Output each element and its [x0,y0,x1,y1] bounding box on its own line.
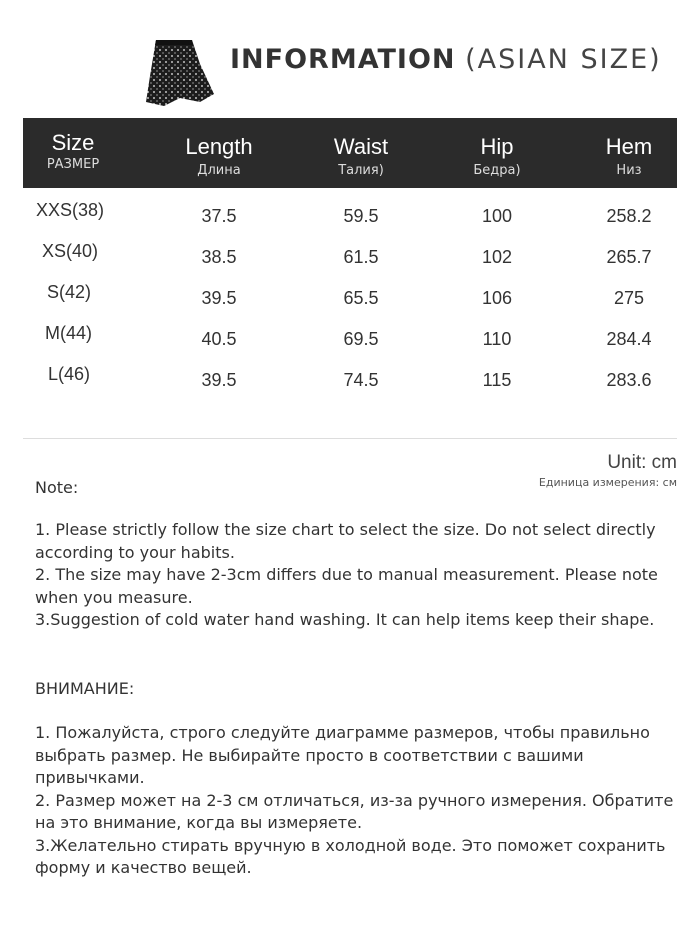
table-body [23,200,677,411]
cell-waist: 59.5 [343,206,379,226]
note-item: 1. Пожалуйста, строго следуйте диаграмме размеров, чтобы правильно выбрать размер. Не выбирайте просто в соответствии с вашими привычками. [35,723,650,787]
header-length-label: Length [185,134,253,159]
table-row [23,200,677,247]
header-length-sublabel: Длина [197,163,241,178]
header [0,28,700,108]
cell-hem: 275 [613,288,645,308]
table-row [23,323,677,370]
note-item: 2. Размер может на 2-3 см отличаться, из-за ручного измерения. Обратите на это внимание, когда вы измеряете. [35,790,674,832]
note-item: 2. The size may have 2-3cm differs due to manual measurement. Please note when you measure. [35,565,658,607]
unit-label: Unit: cm [607,452,677,473]
cell-length: 39.5 [201,370,237,390]
header-hip-label: Hip [480,134,514,159]
header-length [169,118,269,188]
header-waist [311,118,411,188]
cell-waist: 74.5 [343,370,379,390]
notes-english [35,519,675,632]
header-size [23,118,123,188]
header-hip-sublabel: Бедра) [473,163,521,178]
attention-label: ВНИМАНИЕ: [35,679,135,698]
table-header [23,118,677,188]
header-size-label: Size [51,130,95,155]
header-waist-sublabel: Талия) [338,163,384,178]
cell-hem: 284.4 [606,329,652,349]
page-title [230,44,662,75]
cell-hem: 265.7 [606,247,652,267]
cell-size: XS(40) [42,241,99,261]
header-hem-label: Hem [605,134,653,159]
cell-size: S(42) [47,282,92,302]
header-hem-sublabel: Низ [616,163,642,178]
note-item: 3.Suggestion of cold water hand washing. It can help items keep their shape. [35,610,655,629]
cell-length: 39.5 [201,288,237,308]
cell-hem: 258.2 [606,206,652,226]
note-item: 3.Желательно стирать вручную в холодной воде. Это поможет сохранить форму и качество вещей. [35,835,666,877]
cell-waist: 69.5 [343,329,379,349]
size-table [23,118,677,411]
unit-info [539,452,677,489]
header-waist-label: Waist [333,134,389,159]
cell-hip: 100 [481,206,513,226]
cell-length: 40.5 [201,329,237,349]
title-light: (ASIAN SIZE) [465,44,662,75]
cell-waist: 61.5 [343,247,379,267]
cell-waist: 65.5 [343,288,379,308]
cell-hip: 106 [481,288,513,308]
cell-length: 37.5 [201,206,237,226]
header-hem [579,118,679,188]
note-label: Note: [35,478,79,497]
header-hip [447,118,547,188]
unit-sublabel: Единица измерения: см [538,476,677,489]
cell-hip: 110 [482,329,512,349]
note-item: 1. Please strictly follow the size chart to select the size. Do not select directly according to your habits. [35,520,656,562]
cell-size: M(44) [45,323,93,343]
cell-hip: 102 [481,247,513,267]
title-bold: INFORMATION [230,44,456,75]
cell-size: XXS(38) [36,200,105,220]
cell-hip: 115 [482,370,512,390]
table-row [23,241,677,288]
cell-length: 38.5 [201,247,237,267]
cell-size: L(46) [48,364,91,384]
divider [23,438,677,439]
table-row [23,364,677,411]
skirt-thumbnail [140,36,218,106]
table-row [23,282,677,329]
notes-russian [35,722,675,880]
cell-hem: 283.6 [606,370,652,390]
header-size-sublabel: РАЗМЕР [46,157,100,172]
